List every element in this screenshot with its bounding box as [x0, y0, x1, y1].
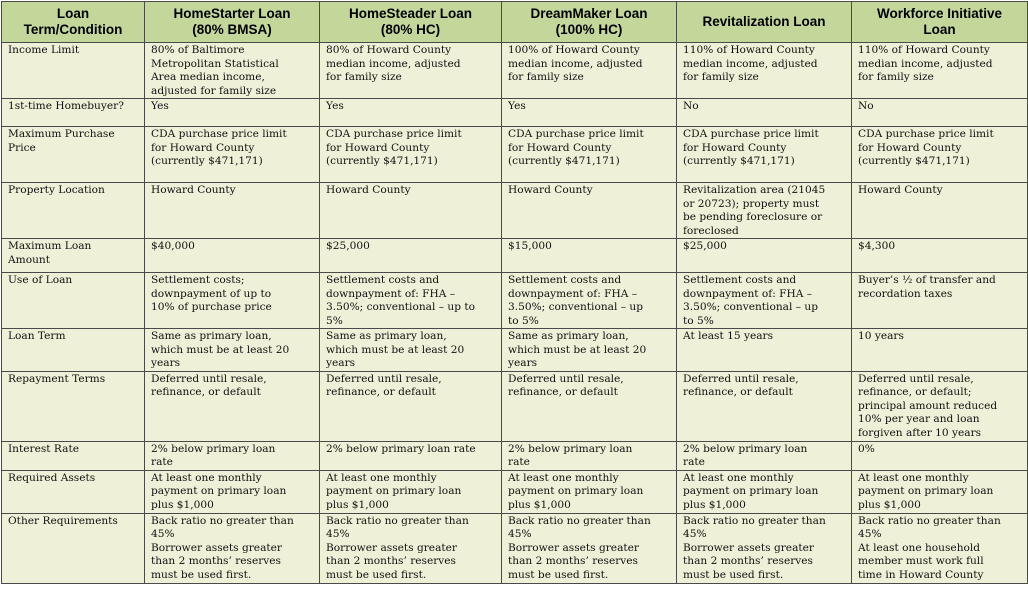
table-cell [145, 513, 320, 583]
header-text: Term/Condition [23, 22, 123, 37]
cell-text: years [326, 357, 356, 369]
table-cell [677, 239, 852, 273]
cell-text: for Howard County [151, 141, 255, 154]
cell-text: Borrower assets greater [508, 541, 639, 554]
row-label-text: Price [8, 141, 36, 154]
cell-text: for Howard County [326, 141, 430, 154]
cell-text: years [508, 357, 538, 369]
cell-text: refinance, or default [326, 386, 436, 398]
table-cell [502, 127, 677, 183]
table-cell [677, 273, 852, 329]
cell-text: No [683, 100, 699, 112]
cell-text: Back ratio no greater than [683, 514, 826, 527]
table-row [2, 127, 1028, 183]
table-row [2, 43, 1028, 99]
cell-text: plus $1,000 [508, 498, 571, 511]
cell-text: CDA purchase price limit [326, 128, 462, 140]
cell-text: 45% [326, 528, 350, 540]
row-label [2, 371, 145, 441]
table-cell [677, 441, 852, 470]
cell-text: 10 years [858, 330, 904, 342]
row-label-text: 1st-time Homebuyer? [8, 100, 124, 112]
cell-text: than 2 months’ reserves [683, 555, 813, 567]
row-label-text: Other Requirements [8, 514, 118, 527]
cell-text: (currently $471,171) [683, 155, 795, 167]
cell-text: plus $1,000 [151, 498, 214, 511]
cell-text: Borrower assets greater [326, 541, 457, 554]
cell-text: 45% [858, 528, 882, 540]
cell-text: must be used first. [151, 568, 252, 581]
table-cell [320, 183, 502, 239]
cell-text: recordation taxes [858, 287, 953, 300]
row-label-text: Interest Rate [8, 442, 79, 455]
table-cell [145, 273, 320, 329]
cell-text: Same as primary loan, [326, 330, 447, 342]
cell-text: Deferred until resale, [508, 372, 624, 385]
cell-text: Yes [151, 100, 169, 112]
cell-text: 2% below primary loan [151, 442, 276, 455]
header-text: Revitalization Loan [702, 14, 826, 29]
cell-text: payment on primary loan [151, 485, 287, 497]
cell-text: 10% per year and loan [858, 413, 980, 425]
cell-text: must be used first. [326, 568, 427, 581]
table-cell [320, 329, 502, 372]
header-text: DreamMaker Loan [530, 6, 648, 21]
row-label [2, 441, 145, 470]
cell-text: 2% below primary loan [683, 442, 808, 455]
table-row [2, 99, 1028, 127]
cell-text: downpayment of: FHA – [326, 287, 456, 300]
row-label [2, 183, 145, 239]
cell-text: 0% [858, 442, 875, 455]
cell-text: Howard County [508, 184, 593, 196]
header-text: HomeStarter Loan [173, 6, 291, 21]
cell-text: median income, adjusted [858, 57, 993, 70]
table-cell [852, 183, 1028, 239]
table-cell [320, 127, 502, 183]
cell-text: which must be at least 20 [508, 343, 647, 356]
cell-text: downpayment of: FHA – [683, 287, 813, 300]
cell-text: to 5% [683, 314, 714, 327]
cell-text: 80% of Baltimore [151, 44, 245, 56]
row-label [2, 43, 145, 99]
cell-text: (currently $471,171) [858, 155, 970, 167]
header-text: Workforce Initiative [876, 6, 1003, 21]
cell-text: years [151, 357, 181, 369]
cell-text: At least one monthly [508, 471, 619, 484]
table-cell [852, 371, 1028, 441]
header-text: (80% BMSA) [192, 22, 272, 37]
table-cell [145, 43, 320, 99]
cell-text: Yes [326, 100, 344, 112]
table-cell [145, 99, 320, 127]
loan-comparison-table [1, 1, 1028, 584]
cell-text: Deferred until resale, [683, 372, 799, 385]
cell-text: $25,000 [683, 240, 727, 252]
cell-text: Borrower assets greater [683, 541, 814, 554]
cell-text: plus $1,000 [326, 498, 389, 511]
cell-text: $15,000 [508, 240, 552, 252]
table-cell [852, 470, 1028, 513]
table-cell [677, 99, 852, 127]
cell-text: 45% [151, 528, 175, 540]
header-text: Loan [923, 22, 956, 37]
cell-text: 110% of Howard County [858, 44, 990, 56]
table-cell [852, 441, 1028, 470]
table-cell [145, 329, 320, 372]
cell-text: plus $1,000 [683, 498, 746, 511]
table-cell [852, 127, 1028, 183]
cell-text: Yes [508, 100, 526, 112]
cell-text: $4,300 [858, 240, 896, 252]
cell-text: be pending foreclosure or [683, 211, 823, 223]
cell-text: must be used first. [508, 568, 609, 581]
table-cell [502, 441, 677, 470]
cell-text: downpayment of: FHA – [508, 287, 638, 300]
cell-text: CDA purchase price limit [858, 128, 994, 140]
cell-text: CDA purchase price limit [508, 128, 644, 140]
header-loan-term [2, 2, 145, 43]
cell-text: 45% [683, 528, 707, 540]
cell-text: At least 15 years [683, 330, 774, 342]
cell-text: refinance, or default [151, 386, 261, 398]
cell-text: median income, adjusted [508, 57, 643, 70]
cell-text: CDA purchase price limit [683, 128, 819, 140]
header-homestarter [145, 2, 320, 43]
cell-text: to 5% [508, 314, 539, 327]
row-label [2, 127, 145, 183]
row-label-text: Maximum Purchase [8, 128, 115, 140]
cell-text: $40,000 [151, 240, 195, 252]
row-label [2, 329, 145, 372]
table-cell [320, 99, 502, 127]
table-row [2, 239, 1028, 273]
table-cell [852, 239, 1028, 273]
cell-text: 45% [508, 528, 532, 540]
cell-text: or 20723); property must [683, 197, 820, 210]
table-cell [320, 441, 502, 470]
cell-text: foreclosed [683, 224, 739, 237]
row-label [2, 99, 145, 127]
cell-text: than 2 months’ reserves [508, 555, 638, 567]
table-cell [145, 441, 320, 470]
table-cell [502, 239, 677, 273]
row-label-text: Income Limit [8, 44, 80, 56]
table-row [2, 513, 1028, 583]
cell-text: 2% below primary loan [508, 442, 633, 455]
cell-text: time in Howard County [858, 568, 984, 581]
cell-text: than 2 months’ reserves [326, 555, 456, 567]
cell-text: 80% of Howard County [326, 44, 452, 56]
row-label-text: Repayment Terms [8, 372, 106, 385]
table-cell [502, 371, 677, 441]
cell-text: Same as primary loan, [508, 330, 629, 342]
cell-text: refinance, or default [683, 386, 793, 398]
cell-text: forgiven after 10 years [858, 426, 982, 439]
cell-text: Howard County [151, 184, 236, 196]
cell-text: (currently $471,171) [326, 155, 438, 167]
cell-text: Same as primary loan, [151, 330, 272, 342]
cell-text: Deferred until resale, [858, 372, 974, 385]
table-row [2, 441, 1028, 470]
cell-text: CDA purchase price limit [151, 128, 287, 140]
cell-text: Settlement costs; [151, 274, 245, 286]
table-row [2, 470, 1028, 513]
row-label [2, 513, 145, 583]
cell-text: At least one monthly [683, 471, 794, 484]
cell-text: Back ratio no greater than [858, 514, 1001, 527]
cell-text: principal amount reduced [858, 399, 998, 412]
table-cell [145, 127, 320, 183]
table-cell [677, 183, 852, 239]
table-cell [502, 99, 677, 127]
row-label [2, 239, 145, 273]
table-cell [502, 183, 677, 239]
table-cell [320, 513, 502, 583]
header-text: HomeSteader Loan [348, 6, 473, 21]
header-row [2, 2, 1028, 43]
cell-text: member must work full [858, 555, 984, 567]
cell-text: (currently $471,171) [151, 155, 263, 167]
header-text: Loan [56, 6, 90, 21]
cell-text: refinance, or default [508, 386, 618, 398]
table-cell [502, 273, 677, 329]
cell-text: median income, adjusted [326, 57, 461, 70]
cell-text: $25,000 [326, 240, 370, 252]
cell-text: refinance, or default; [858, 386, 972, 398]
table-cell [320, 470, 502, 513]
cell-text: Settlement costs and [326, 274, 440, 286]
table-cell [145, 183, 320, 239]
cell-text: 10% of purchase price [151, 301, 272, 313]
cell-text: 2% below primary loan rate [326, 442, 476, 455]
row-label-text: Required Assets [8, 471, 96, 484]
cell-text: No [858, 100, 874, 112]
cell-text: Howard County [326, 184, 411, 196]
table-cell [677, 371, 852, 441]
table-cell [677, 43, 852, 99]
cell-text: Back ratio no greater than [151, 514, 294, 527]
cell-text: downpayment of up to [151, 287, 272, 300]
cell-text: which must be at least 20 [326, 343, 465, 356]
table-cell [502, 470, 677, 513]
cell-text: 3.50%; conventional – up [683, 301, 818, 313]
row-label-text: Use of Loan [8, 274, 73, 286]
header-workforce [852, 2, 1028, 43]
cell-text: Deferred until resale, [151, 372, 267, 385]
table-cell [852, 513, 1028, 583]
cell-text: payment on primary loan [326, 485, 462, 497]
table-cell [502, 513, 677, 583]
table-cell [852, 273, 1028, 329]
table-row [2, 183, 1028, 239]
cell-text: for family size [326, 71, 402, 83]
cell-text: Deferred until resale, [326, 372, 442, 385]
table-row [2, 329, 1028, 372]
cell-text: for Howard County [508, 141, 612, 154]
cell-text: for family size [858, 71, 934, 83]
cell-text: 5% [326, 314, 343, 327]
table-cell [677, 470, 852, 513]
row-label-text: Loan Term [8, 330, 66, 342]
cell-text: than 2 months’ reserves [151, 555, 281, 567]
table-cell [145, 371, 320, 441]
cell-text: Settlement costs and [508, 274, 622, 286]
cell-text: for Howard County [858, 141, 962, 154]
row-label [2, 273, 145, 329]
table-cell [852, 43, 1028, 99]
cell-text: rate [151, 456, 173, 468]
cell-text: Back ratio no greater than [326, 514, 469, 527]
table-cell [502, 43, 677, 99]
cell-text: Buyer’s ½ of transfer and [858, 274, 996, 286]
cell-text: 3.50%; conventional – up [508, 301, 643, 313]
cell-text: 110% of Howard County [683, 44, 815, 56]
table-cell [677, 513, 852, 583]
cell-text: Borrower assets greater [151, 541, 282, 554]
header-revitalization [677, 2, 852, 43]
table-cell [852, 99, 1028, 127]
table-cell [320, 371, 502, 441]
cell-text: for Howard County [683, 141, 787, 154]
cell-text: for family size [683, 71, 759, 83]
cell-text: (currently $471,171) [508, 155, 620, 167]
table-row [2, 371, 1028, 441]
cell-text: 100% of Howard County [508, 44, 640, 56]
row-label [2, 470, 145, 513]
table-cell [145, 239, 320, 273]
cell-text: At least one household [858, 541, 981, 554]
table-cell [502, 329, 677, 372]
cell-text: payment on primary loan [508, 485, 644, 497]
header-dreammaker [502, 2, 677, 43]
cell-text: for family size [508, 71, 584, 83]
cell-text: At least one monthly [326, 471, 437, 484]
table-cell [145, 470, 320, 513]
table-cell [320, 273, 502, 329]
table-cell [677, 329, 852, 372]
header-homesteader [320, 2, 502, 43]
header-text: (100% HC) [555, 22, 623, 37]
cell-text: Howard County [858, 184, 943, 196]
cell-text: payment on primary loan [683, 485, 819, 497]
cell-text: Settlement costs and [683, 274, 797, 286]
cell-text: At least one monthly [858, 471, 969, 484]
table-cell [320, 43, 502, 99]
header-text: (80% HC) [380, 22, 441, 37]
cell-text: plus $1,000 [858, 498, 921, 511]
cell-text: payment on primary loan [858, 485, 994, 497]
cell-text: Area median income, [151, 71, 265, 83]
row-label-text: Maximum Loan [8, 240, 92, 252]
cell-text: which must be at least 20 [151, 343, 290, 356]
row-label-text: Property Location [8, 184, 105, 196]
row-label-text: Amount [8, 253, 50, 266]
cell-text: 3.50%; conventional – up to [326, 301, 475, 313]
cell-text: Metropolitan Statistical [151, 57, 279, 70]
table-cell [677, 127, 852, 183]
cell-text: rate [508, 456, 530, 468]
cell-text: median income, adjusted [683, 57, 818, 70]
cell-text: Back ratio no greater than [508, 514, 651, 527]
table-cell [852, 329, 1028, 372]
table-row [2, 273, 1028, 329]
table-cell [320, 239, 502, 273]
cell-text: adjusted for family size [151, 84, 277, 97]
cell-text: At least one monthly [151, 471, 262, 484]
cell-text: Revitalization area (21045 [683, 184, 826, 196]
cell-text: must be used first. [683, 568, 784, 581]
cell-text: rate [683, 456, 705, 468]
